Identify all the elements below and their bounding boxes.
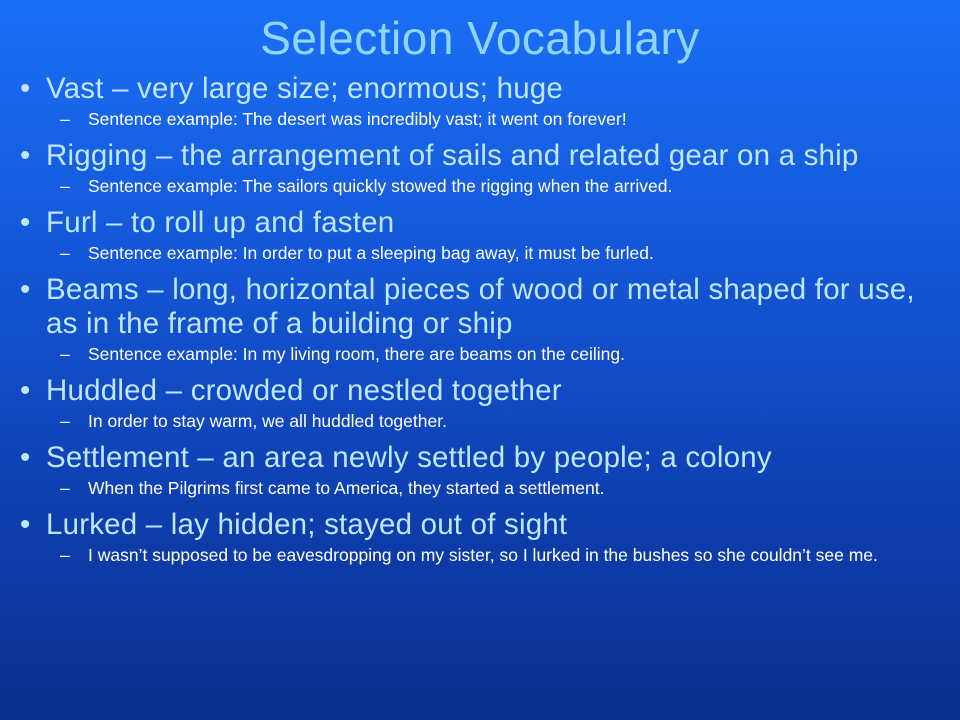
dash-icon: –: [60, 411, 70, 431]
vocabulary-item: [0, 508, 960, 565]
bullet-icon: •: [20, 273, 31, 306]
vocabulary-item: [0, 206, 960, 263]
bullet-icon: •: [20, 374, 31, 407]
sentence-example: Sentence example: The desert was incredibly vast; it went on forever!: [88, 109, 627, 129]
vocabulary-term: Furl – to roll up and fasten: [46, 206, 395, 239]
vocabulary-term: Beams – long, horizontal pieces of wood or metal shaped for use, as in the frame of a building or ship: [46, 273, 915, 340]
dash-icon: –: [60, 478, 70, 498]
dash-icon: –: [60, 545, 70, 565]
sentence-example: I wasn’t supposed to be eavesdropping on my sister, so I lurked in the bushes so she couldn’t see me.: [88, 545, 878, 565]
vocabulary-item: [0, 273, 960, 364]
sentence-example: Sentence example: In order to put a sleeping bag away, it must be furled.: [88, 243, 654, 263]
bullet-icon: •: [20, 139, 31, 172]
vocabulary-term: Vast – very large size; enormous; huge: [46, 72, 564, 105]
slide-title: Selection Vocabulary: [260, 12, 700, 64]
vocabulary-item: [0, 139, 960, 196]
bullet-icon: •: [20, 441, 31, 474]
vocabulary-term: Huddled – crowded or nestled together: [46, 374, 562, 407]
dash-icon: –: [60, 344, 70, 364]
sentence-example: Sentence example: The sailors quickly stowed the rigging when the arrived.: [88, 176, 673, 196]
vocabulary-list: [0, 72, 960, 575]
dash-icon: –: [60, 243, 70, 263]
sentence-example: When the Pilgrims first came to America, they started a settlement.: [88, 478, 605, 498]
vocabulary-item: [0, 374, 960, 431]
vocabulary-item: [0, 72, 960, 129]
dash-icon: –: [60, 109, 70, 129]
dash-icon: –: [60, 176, 70, 196]
vocabulary-term: Settlement – an area newly settled by people; a colony: [46, 441, 772, 474]
bullet-icon: •: [20, 508, 31, 541]
bullet-icon: •: [20, 206, 31, 239]
bullet-icon: •: [20, 72, 31, 105]
vocabulary-term: Rigging – the arrangement of sails and related gear on a ship: [46, 139, 859, 172]
sentence-example: In order to stay warm, we all huddled together.: [88, 411, 447, 431]
vocabulary-item: [0, 441, 960, 498]
vocabulary-term: Lurked – lay hidden; stayed out of sight: [46, 508, 568, 541]
sentence-example: Sentence example: In my living room, there are beams on the ceiling.: [88, 344, 625, 364]
